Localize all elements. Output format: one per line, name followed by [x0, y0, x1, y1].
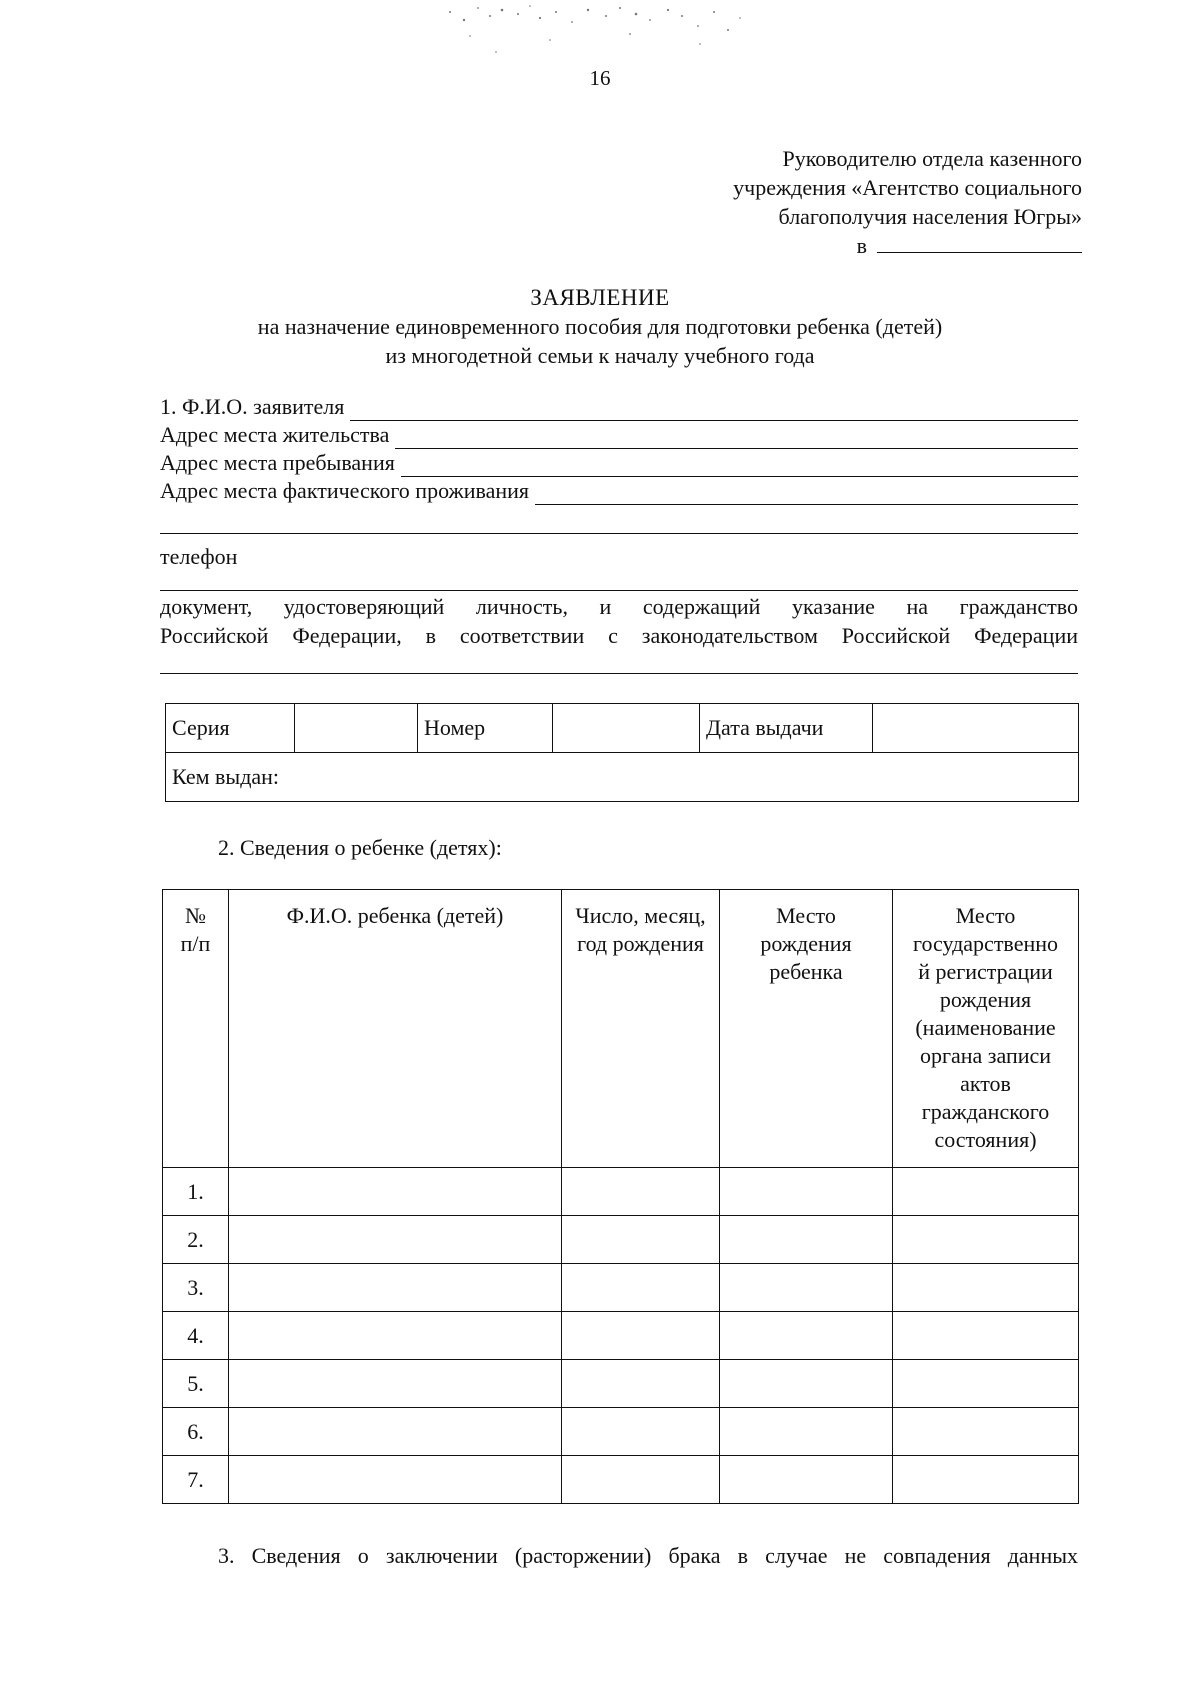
child-row [163, 1360, 1079, 1408]
marriage-section-line: 3. Сведения о заключении (расторжении) брака в случае не совпадения данных [218, 1543, 1078, 1568]
child-row-number: 6. [163, 1408, 229, 1456]
header-registration-place [893, 890, 1079, 1168]
child-name-cell[interactable] [229, 1456, 562, 1504]
id-document-text-line: Российской Федерации, в соответствии с законодательством Российской Федерации [160, 623, 1078, 648]
child-birth-place-cell[interactable] [720, 1408, 893, 1456]
header-text: гражданского [921, 1099, 1050, 1124]
header-text: Место [955, 903, 1016, 928]
header-text: ребенка [769, 959, 843, 984]
issue-date-label: Дата выдачи [700, 704, 873, 753]
marriage-section-text [160, 1541, 1078, 1570]
child-row-number: 2. [163, 1216, 229, 1264]
child-birth-place-cell[interactable] [720, 1312, 893, 1360]
header-text: рождения [760, 931, 852, 956]
header-number [163, 890, 229, 1168]
applicant-fio-label: 1. Ф.И.О. заявителя [160, 394, 345, 419]
child-name-cell[interactable] [229, 1168, 562, 1216]
child-name-cell[interactable] [229, 1264, 562, 1312]
applicant-fields [160, 393, 1078, 591]
child-row [163, 1264, 1079, 1312]
addressee-line: благополучия населения Югры» [778, 204, 1082, 229]
children-table-header [163, 890, 1079, 1168]
child-registration-cell[interactable] [893, 1168, 1079, 1216]
child-birth-date-cell[interactable] [562, 1264, 720, 1312]
child-name-cell[interactable] [229, 1312, 562, 1360]
applicant-fio-field[interactable] [350, 400, 1078, 421]
id-document-text [160, 592, 1078, 650]
id-document-field[interactable] [160, 672, 1078, 674]
children-section-title: 2. Сведения о ребенке (детях): [218, 835, 502, 860]
document-subtitle: из многодетной семьи к началу учебного года [385, 343, 815, 368]
child-birth-date-cell[interactable] [562, 1456, 720, 1504]
child-registration-cell[interactable] [893, 1456, 1079, 1504]
phone-field[interactable] [160, 589, 1078, 591]
child-row [163, 1312, 1079, 1360]
header-text: Место [776, 903, 836, 928]
child-birth-place-cell[interactable] [720, 1456, 893, 1504]
header-text: органа записи [919, 1043, 1052, 1068]
child-registration-cell[interactable] [893, 1360, 1079, 1408]
residence-address-field[interactable] [395, 428, 1078, 449]
document-title-block [0, 283, 1200, 370]
child-row-number: 1. [163, 1168, 229, 1216]
children-table [162, 889, 1079, 1504]
number-field[interactable] [553, 704, 700, 753]
child-name-cell[interactable] [229, 1216, 562, 1264]
child-birth-place-cell[interactable] [720, 1360, 893, 1408]
actual-address-label: Адрес места фактического проживания [160, 478, 530, 503]
header-child-name [229, 890, 562, 1168]
document-subtitle: на назначение единовременного пособия для подготовки ребенка (детей) [257, 314, 943, 339]
stay-address-row [160, 449, 1078, 477]
header-text: й регистрации [918, 959, 1053, 984]
stay-address-label: Адрес места пребывания [160, 450, 395, 475]
child-birth-place-cell[interactable] [720, 1216, 893, 1264]
series-label: Серия [166, 704, 295, 753]
header-birth-place [720, 890, 893, 1168]
residence-address-row [160, 421, 1078, 449]
phone-label: телефон [160, 544, 238, 569]
header-text: Ф.И.О. ребенка (детей) [286, 903, 504, 928]
addressee-line: учреждения «Агентство социального [733, 175, 1082, 200]
applicant-fio-row [160, 393, 1078, 421]
issue-date-field[interactable] [873, 704, 1079, 753]
child-birth-date-cell[interactable] [562, 1360, 720, 1408]
header-text: п/п [180, 931, 211, 956]
series-field[interactable] [295, 704, 418, 753]
child-registration-cell[interactable] [893, 1216, 1079, 1264]
child-birth-date-cell[interactable] [562, 1408, 720, 1456]
child-row [163, 1168, 1079, 1216]
issued-by-label: Кем выдан: [172, 764, 280, 789]
child-birth-date-cell[interactable] [562, 1312, 720, 1360]
number-label: Номер [418, 704, 553, 753]
document-title: ЗАЯВЛЕНИЕ [530, 285, 670, 310]
child-row [163, 1408, 1079, 1456]
child-birth-place-cell[interactable] [720, 1264, 893, 1312]
addressee-line: Руководителю отдела казенного [782, 146, 1082, 171]
child-registration-cell[interactable] [893, 1312, 1079, 1360]
header-text: (наименование [915, 1015, 1056, 1040]
child-row [163, 1456, 1079, 1504]
child-registration-cell[interactable] [893, 1264, 1079, 1312]
child-row [163, 1216, 1079, 1264]
header-text: Число, месяц, [575, 903, 706, 928]
header-text: № [185, 903, 206, 928]
child-row-number: 3. [163, 1264, 229, 1312]
addressee-department-line [733, 231, 1082, 260]
scan-artifact [430, 0, 770, 70]
page-number: 16 [589, 66, 611, 90]
actual-address-continuation-line[interactable] [160, 532, 1078, 534]
header-text: государственно [912, 931, 1059, 956]
header-text: состояния) [934, 1127, 1037, 1152]
stay-address-field[interactable] [401, 456, 1078, 477]
child-row-number: 7. [163, 1456, 229, 1504]
actual-address-row [160, 477, 1078, 505]
header-text: актов [960, 1071, 1011, 1096]
child-name-cell[interactable] [229, 1360, 562, 1408]
header-birth-date [562, 890, 720, 1168]
child-birth-date-cell[interactable] [562, 1168, 720, 1216]
child-row-number: 4. [163, 1312, 229, 1360]
child-birth-date-cell[interactable] [562, 1216, 720, 1264]
header-text: рождения [939, 987, 1032, 1012]
child-registration-cell[interactable] [893, 1408, 1079, 1456]
actual-address-field[interactable] [535, 484, 1078, 505]
child-birth-place-cell[interactable] [720, 1168, 893, 1216]
id-document-text-line: документ, удостоверяющий личность, и содержащий указание на гражданство [160, 594, 1078, 619]
issued-by-field[interactable] [166, 753, 1079, 802]
addressee-block [733, 144, 1082, 260]
addressee-in-prefix: в [856, 233, 867, 258]
header-text: год рождения [577, 931, 704, 956]
child-row-number: 5. [163, 1360, 229, 1408]
department-blank[interactable] [877, 234, 1082, 253]
child-name-cell[interactable] [229, 1408, 562, 1456]
residence-address-label: Адрес места жительства [160, 422, 390, 447]
id-document-table [165, 703, 1079, 802]
